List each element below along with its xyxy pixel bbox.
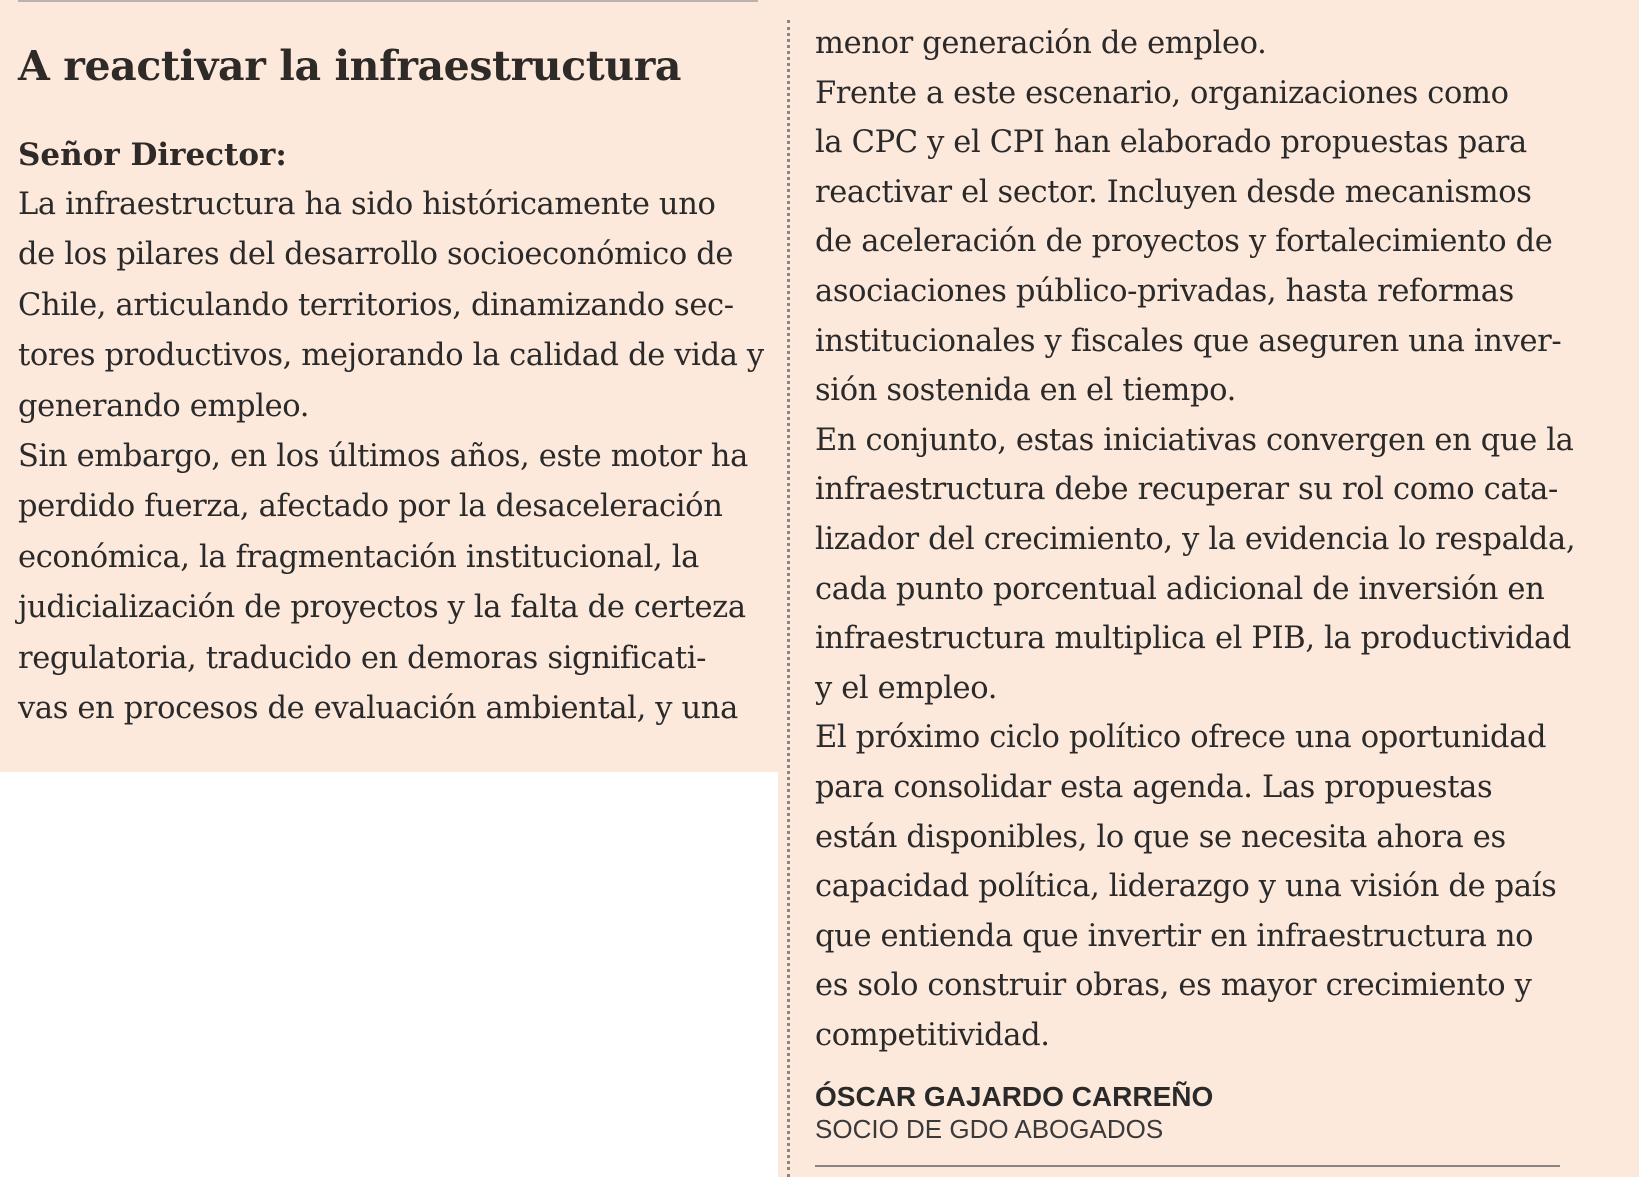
text-line: es solo construir obras, es mayor crecimiento y [815,968,1532,1004]
text-line: perdido fuerza, afectado por la desaceleración [18,489,723,525]
text-line: de los pilares del desarrollo socioeconómico de [18,237,734,273]
text-line: capacidad política, liderazgo y una visión de país [815,869,1557,905]
bottom-rule [815,1165,1560,1167]
text-line: infraestructura debe recuperar su rol como cata- [815,472,1558,508]
text-line: competitividad. [815,1017,1050,1053]
left-body [18,180,778,734]
text-line: asociaciones público-privadas, hasta reformas [815,273,1514,309]
text-line: Chile, articulando territorios, dinamizando sec- [18,287,734,323]
signature-title: SOCIO DE GDO ABOGADOS [815,1114,1164,1144]
text-line: generando empleo. [18,388,310,424]
text-line: que entienda que invertir en infraestructura no [815,918,1534,954]
text-line: para consolidar esta agenda. Las propuestas [815,769,1493,805]
left-column [0,2,778,772]
salutation: Señor Director: [18,137,287,173]
text-line: En conjunto, estas iniciativas convergen en que la [815,422,1574,458]
text-line: Frente a este escenario, organizaciones como [815,75,1509,111]
text-line: reactivar el sector. Incluyen desde mecanismos [815,174,1532,210]
text-line: de aceleración de proyectos y fortalecimiento de [815,224,1553,260]
text-line: La infraestructura ha sido históricamente uno [18,187,716,222]
text-line: económica, la fragmentación institucional, la [18,539,699,575]
text-line: infraestructura multiplica el PIB, la productividad [815,621,1571,657]
text-line: la CPC y el CPI han elaborado propuestas para [815,125,1527,161]
text-line: El próximo ciclo político ofrece una oportunidad [815,720,1547,756]
headline: A reactivar la infraestructura [18,42,682,90]
text-line: Sin embargo, en los últimos años, este motor ha [18,439,748,475]
text-line: regulatoria, traducido en demoras significati- [18,640,707,676]
text-line: menor generación de empleo. [815,26,1267,61]
text-line: judicialización de proyectos y la falta de certeza [18,590,746,626]
right-column [815,19,1615,1060]
text-line: y el empleo. [815,670,998,706]
text-line: están disponibles, lo que se necesita ahora es [815,819,1506,855]
text-line: sión sostenida en el tiempo. [815,373,1236,409]
blank-area [0,772,778,1177]
column-divider [787,20,790,1177]
text-line: lizador del crecimiento, y la evidencia lo respalda, [815,521,1576,557]
text-line: vas en procesos de evaluación ambiental, y una [18,691,738,727]
text-line: cada punto porcentual adicional de inversión en [815,571,1545,607]
text-line: tores productivos, mejorando la calidad de vida y [18,338,764,374]
text-line: institucionales y fiscales que aseguren una inver- [815,323,1562,359]
signature-name: ÓSCAR GAJARDO CARREÑO [815,1081,1214,1112]
